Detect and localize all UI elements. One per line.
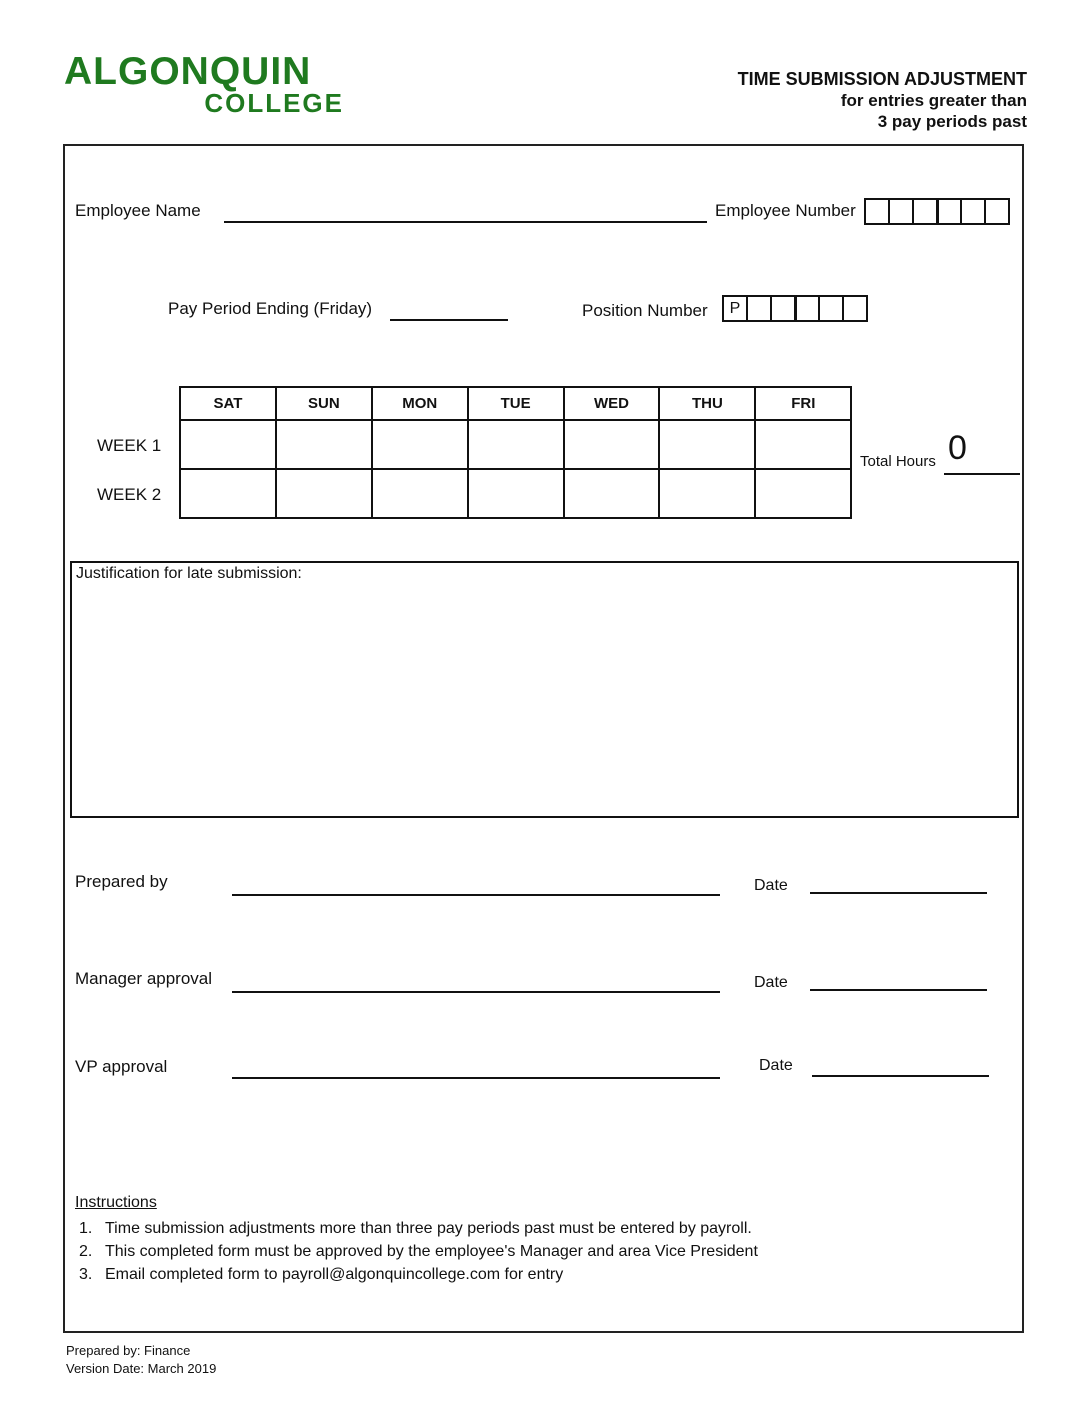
justification-box[interactable] — [70, 561, 1019, 818]
week-2-hours-cell[interactable] — [180, 469, 276, 518]
prepared-by-label: Prepared by — [75, 872, 168, 891]
week-1-label: WEEK 1 — [97, 436, 162, 455]
logo-word-algonquin: ALGONQUIN — [64, 50, 312, 93]
employee-number-label: Employee Number — [715, 201, 856, 220]
justification-label: Justification for late submission: — [76, 565, 302, 582]
week-1-hours-cell[interactable] — [276, 420, 372, 469]
algonquin-college-logo — [64, 52, 344, 116]
employee-number-cell[interactable] — [984, 198, 1010, 225]
employee-number-cell[interactable] — [864, 198, 890, 225]
day-header: SAT — [180, 387, 276, 420]
vp-approval-signature-field[interactable] — [232, 1057, 720, 1079]
form-body-box — [63, 144, 1024, 1333]
day-header: MON — [372, 387, 468, 420]
week-2-hours-cell[interactable] — [755, 469, 851, 518]
week-1-row — [180, 420, 851, 469]
week-1-hours-cell[interactable] — [659, 420, 755, 469]
day-header-row — [180, 387, 851, 420]
instructions-heading: Instructions — [75, 1194, 157, 1211]
manager-approval-date-field[interactable] — [810, 969, 987, 991]
prepared-by-date-field[interactable] — [810, 872, 987, 894]
employee-name-label: Employee Name — [75, 201, 201, 220]
employee-name-field[interactable] — [224, 201, 707, 223]
position-number-cell[interactable]: P — [722, 295, 748, 322]
day-header: WED — [564, 387, 660, 420]
week-1-hours-cell[interactable] — [468, 420, 564, 469]
position-number-cell[interactable] — [746, 295, 772, 322]
instruction-item: Email completed form to payroll@algonquincollege.com for entry — [105, 1266, 564, 1283]
total-hours-value: 0 — [948, 429, 967, 467]
position-number-label: Position Number — [582, 301, 708, 320]
form-title-block — [738, 68, 1027, 132]
manager-approval-date-label: Date — [754, 974, 788, 991]
vp-approval-date-field[interactable] — [812, 1055, 989, 1077]
pay-period-field[interactable] — [390, 299, 508, 321]
total-hours-line — [944, 473, 1020, 475]
week-1-hours-cell[interactable] — [755, 420, 851, 469]
prepared-by-date-label: Date — [754, 877, 788, 894]
prepared-by-signature-field[interactable] — [232, 874, 720, 896]
employee-number-cell[interactable] — [888, 198, 914, 225]
instruction-item: This completed form must be approved by the employee's Manager and area Vice President — [105, 1243, 758, 1260]
week-2-hours-cell[interactable] — [276, 469, 372, 518]
manager-approval-label: Manager approval — [75, 969, 213, 988]
week-2-hours-cell[interactable] — [564, 469, 660, 518]
instructions-list — [65, 1217, 965, 1286]
vp-approval-label: VP approval — [75, 1057, 168, 1076]
logo-word-college: COLLEGE — [204, 88, 344, 118]
position-number-cell[interactable] — [794, 295, 820, 322]
position-number-cell[interactable] — [818, 295, 844, 322]
week-2-row — [180, 469, 851, 518]
form-subtitle-2: 3 pay periods past — [877, 112, 1027, 131]
form-subtitle-1: for entries greater than — [840, 91, 1027, 110]
vp-approval-date-label: Date — [759, 1057, 793, 1074]
week-2-label: WEEK 2 — [97, 485, 162, 504]
week-1-hours-cell[interactable] — [564, 420, 660, 469]
day-header: FRI — [755, 387, 851, 420]
position-number-cell[interactable] — [770, 295, 796, 322]
manager-approval-signature-field[interactable] — [232, 971, 720, 993]
position-number-boxes — [722, 295, 868, 322]
instruction-item: Time submission adjustments more than three pay periods past must be entered by payroll. — [105, 1220, 752, 1237]
week-1-hours-cell[interactable] — [180, 420, 276, 469]
day-header: TUE — [468, 387, 564, 420]
employee-number-boxes — [864, 198, 1010, 225]
footer-version-date: Version Date: March 2019 — [66, 1361, 217, 1376]
employee-number-cell[interactable] — [960, 198, 986, 225]
day-header: SUN — [276, 387, 372, 420]
week-2-hours-cell[interactable] — [372, 469, 468, 518]
employee-number-cell[interactable] — [912, 198, 938, 225]
week-hours-table — [179, 386, 852, 519]
week-2-hours-cell[interactable] — [659, 469, 755, 518]
footer-prepared-by: Prepared by: Finance — [66, 1343, 191, 1358]
form-title: TIME SUBMISSION ADJUSTMENT — [737, 69, 1027, 89]
week-1-hours-cell[interactable] — [372, 420, 468, 469]
total-hours-label: Total Hours — [860, 453, 936, 470]
position-number-cell[interactable] — [842, 295, 868, 322]
pay-period-label: Pay Period Ending (Friday) — [168, 299, 373, 318]
day-header: THU — [659, 387, 755, 420]
week-2-hours-cell[interactable] — [468, 469, 564, 518]
employee-number-cell[interactable] — [936, 198, 962, 225]
